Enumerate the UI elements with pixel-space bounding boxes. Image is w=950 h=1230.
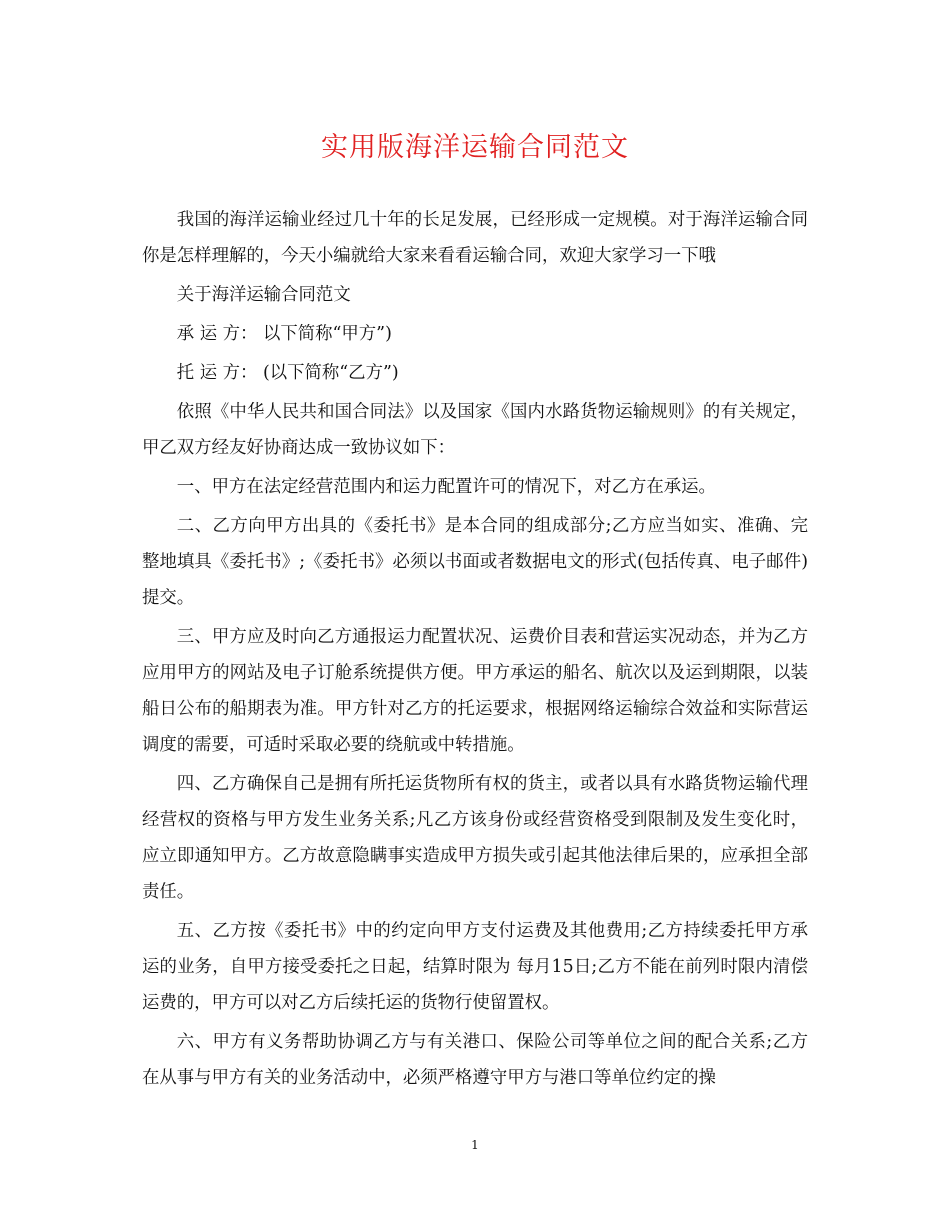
page-number: 1 [471,1138,479,1152]
paragraph-clause-1: 一、甲方在法定经营范围内和运力配置许可的情况下，对乙方在承运。 [176,477,716,497]
paragraph-basis: 依照《中华人民共和国合同法》以及国家《国内水路货物运输规则》的有关规定，甲乙双方经友好协商达成一致协议如下： [142,402,808,458]
paragraph-clause-2: 二、乙方向甲方出具的《委托书》是本合同的组成部分;乙方应当如实、准确、完整地填具《委托书》;《委托书》必须以书面或者数据电文的形式(包括传真、电子邮件)提交。 [142,516,808,608]
paragraph-clause-6: 六、甲方有义务帮助协调乙方与有关港口、保险公司等单位之间的配合关系;乙方在从事与甲方有关的业务活动中，必须严格遵守甲方与港口等单位约定的操 [142,1032,808,1088]
paragraph-shipper: 托 运 方： (以下简称“乙方”) [176,363,399,383]
paragraph-clause-3: 三、甲方应及时向乙方通报运力配置状况、运费价目表和营运实况动态，并为乙方应用甲方的网站及电子订舱系统提供方便。甲方承运的船名、航次以及运到期限，以装船日公布的船期表为准。甲方针对乙方的托运要求，根据网络运输综合效益和实际营运调度的需要，可适时采取必要的绕航或中转措施。 [142,627,808,755]
paragraph-heading: 关于海洋运输合同范文 [176,285,351,305]
paragraph-clause-5: 五、乙方按《委托书》中的约定向甲方支付运费及其他费用;乙方持续委托甲方承运的业务，自甲方接受委托之日起，结算时限为 每月15日;乙方不能在前列时限内清偿运费的，甲方可以对乙方后续托运的货物行使留置权。 [142,921,808,1013]
paragraph-intro: 我国的海洋运输业经过几十年的长足发展，已经形成一定规模。对于海洋运输合同你是怎样理解的，今天小编就给大家来看看运输合同，欢迎大家学习一下哦 [142,210,808,266]
paragraph-clause-4: 四、乙方确保自己是拥有所托运货物所有权的货主，或者以具有水路货物运输代理经营权的资格与甲方发生业务关系;凡乙方该身份或经营资格受到限制及发生变化时，应立即通知甲方。乙方故意隐瞒事实造成甲方损失或引起其他法律后果的，应承担全部责任。 [142,774,808,902]
document-body [142,202,808,1099]
paragraph-carrier: 承 运 方： 以下简称“甲方”) [176,324,392,344]
document-title: 实用版海洋运输合同范文 [321,132,629,163]
